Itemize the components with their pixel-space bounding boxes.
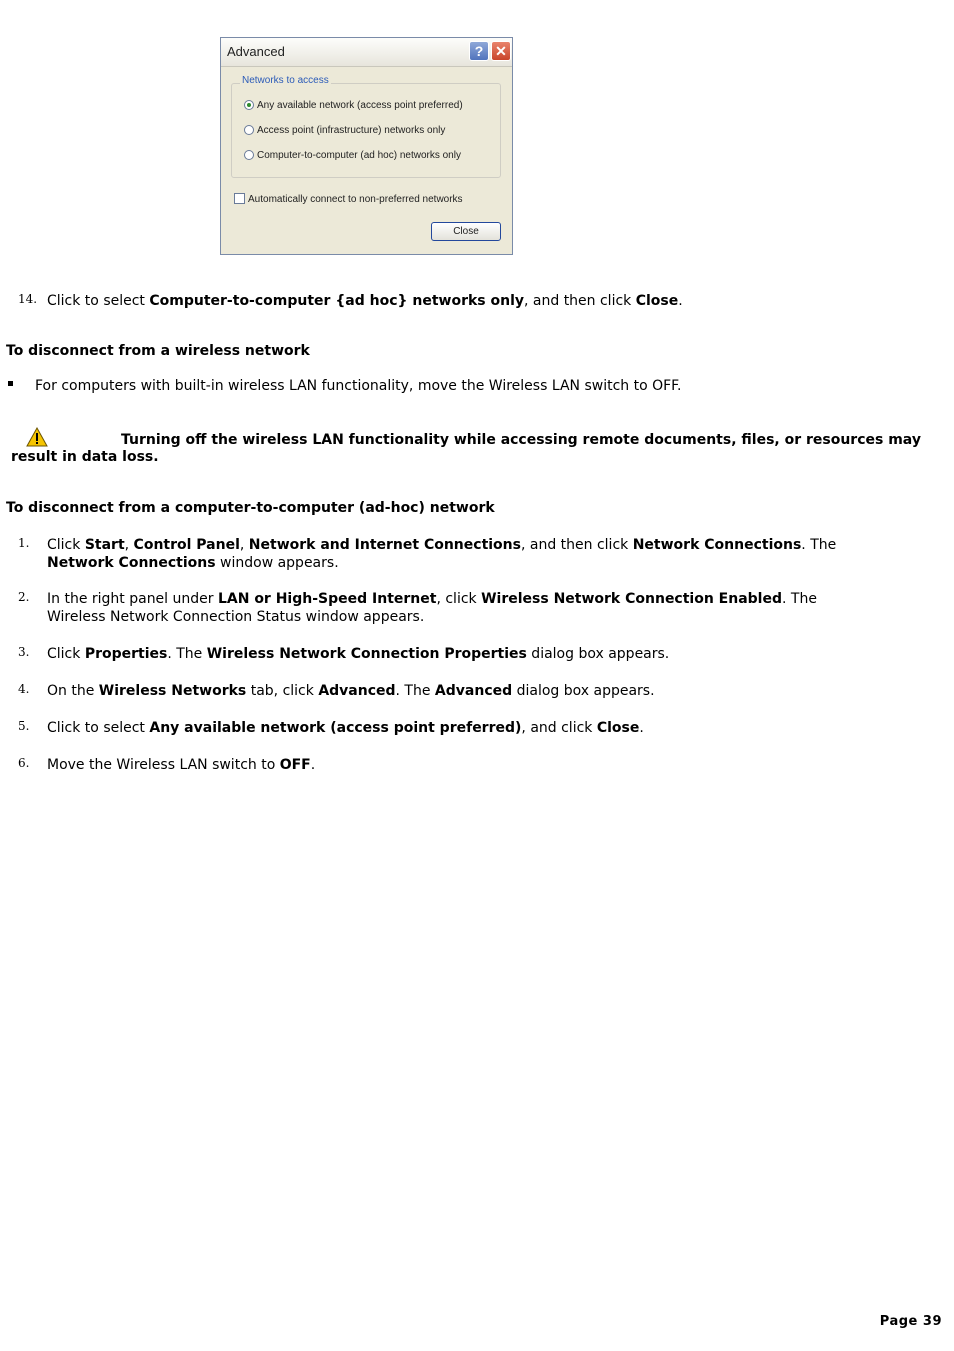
step-text: Move the Wireless LAN switch to OFF. [47,757,316,773]
warning-text: Turning off the wireless LAN functionality while accessing remote documents, files, or resources may result in data loss. [11,432,921,465]
step-number: 3. [18,645,30,659]
networks-to-access-group [231,75,501,178]
step-number: 14. [18,292,38,306]
page-number: Page 39 [879,1314,942,1329]
step-text: Click Properties. The Wireless Network Connection Properties dialog box appears. [47,646,670,662]
help-icon: ? [469,41,489,61]
dialog-close-button: Close [431,222,501,241]
group-legend: Networks to access [242,75,329,86]
close-icon: ✕ [491,41,511,61]
step-text: Click to select Computer-to-computer {ad hoc} networks only, and then click Close. [47,293,683,309]
section-heading-disconnect-wireless: To disconnect from a wireless network [6,343,310,359]
radio-access-point: Access point (infrastructure) networks only [244,125,445,136]
radio-ad-hoc: Computer-to-computer (ad hoc) networks only [244,150,461,161]
step-text: In the right panel under LAN or High-Speed Internet, click Wireless Network Connection Enabled. The Wireless Network Connection Status window appears. [47,591,817,625]
section-heading-disconnect-adhoc: To disconnect from a computer-to-computer (ad-hoc) network [6,500,495,516]
step-text: On the Wireless Networks tab, click Advanced. The Advanced dialog box appears. [47,683,655,699]
radio-icon [244,150,254,160]
step-number: 5. [18,719,30,733]
step-number: 1. [18,536,30,550]
auto-connect-checkbox: Automatically connect to non-preferred networks [234,193,463,205]
bullet-text: For computers with built-in wireless LAN functionality, move the Wireless LAN switch to OFF. [35,378,682,394]
radio-any-network: Any available network (access point preferred) [244,100,463,111]
step-text: Click Start, Control Panel, Network and Internet Connections, and then click Network Connections. The Network Connections window appears. [47,537,837,571]
bullet-icon [8,381,13,386]
radio-icon [244,125,254,135]
step-number: 2. [18,590,30,604]
dialog-title: Advanced [227,44,285,59]
dialog-title-bar [221,38,512,67]
radio-selected-icon [244,100,254,110]
step-number: 6. [18,756,30,770]
advanced-dialog-screenshot [220,37,513,255]
checkbox-icon [234,193,245,204]
step-number: 4. [18,682,30,696]
step-text: Click to select Any available network (access point preferred), and click Close. [47,720,644,736]
